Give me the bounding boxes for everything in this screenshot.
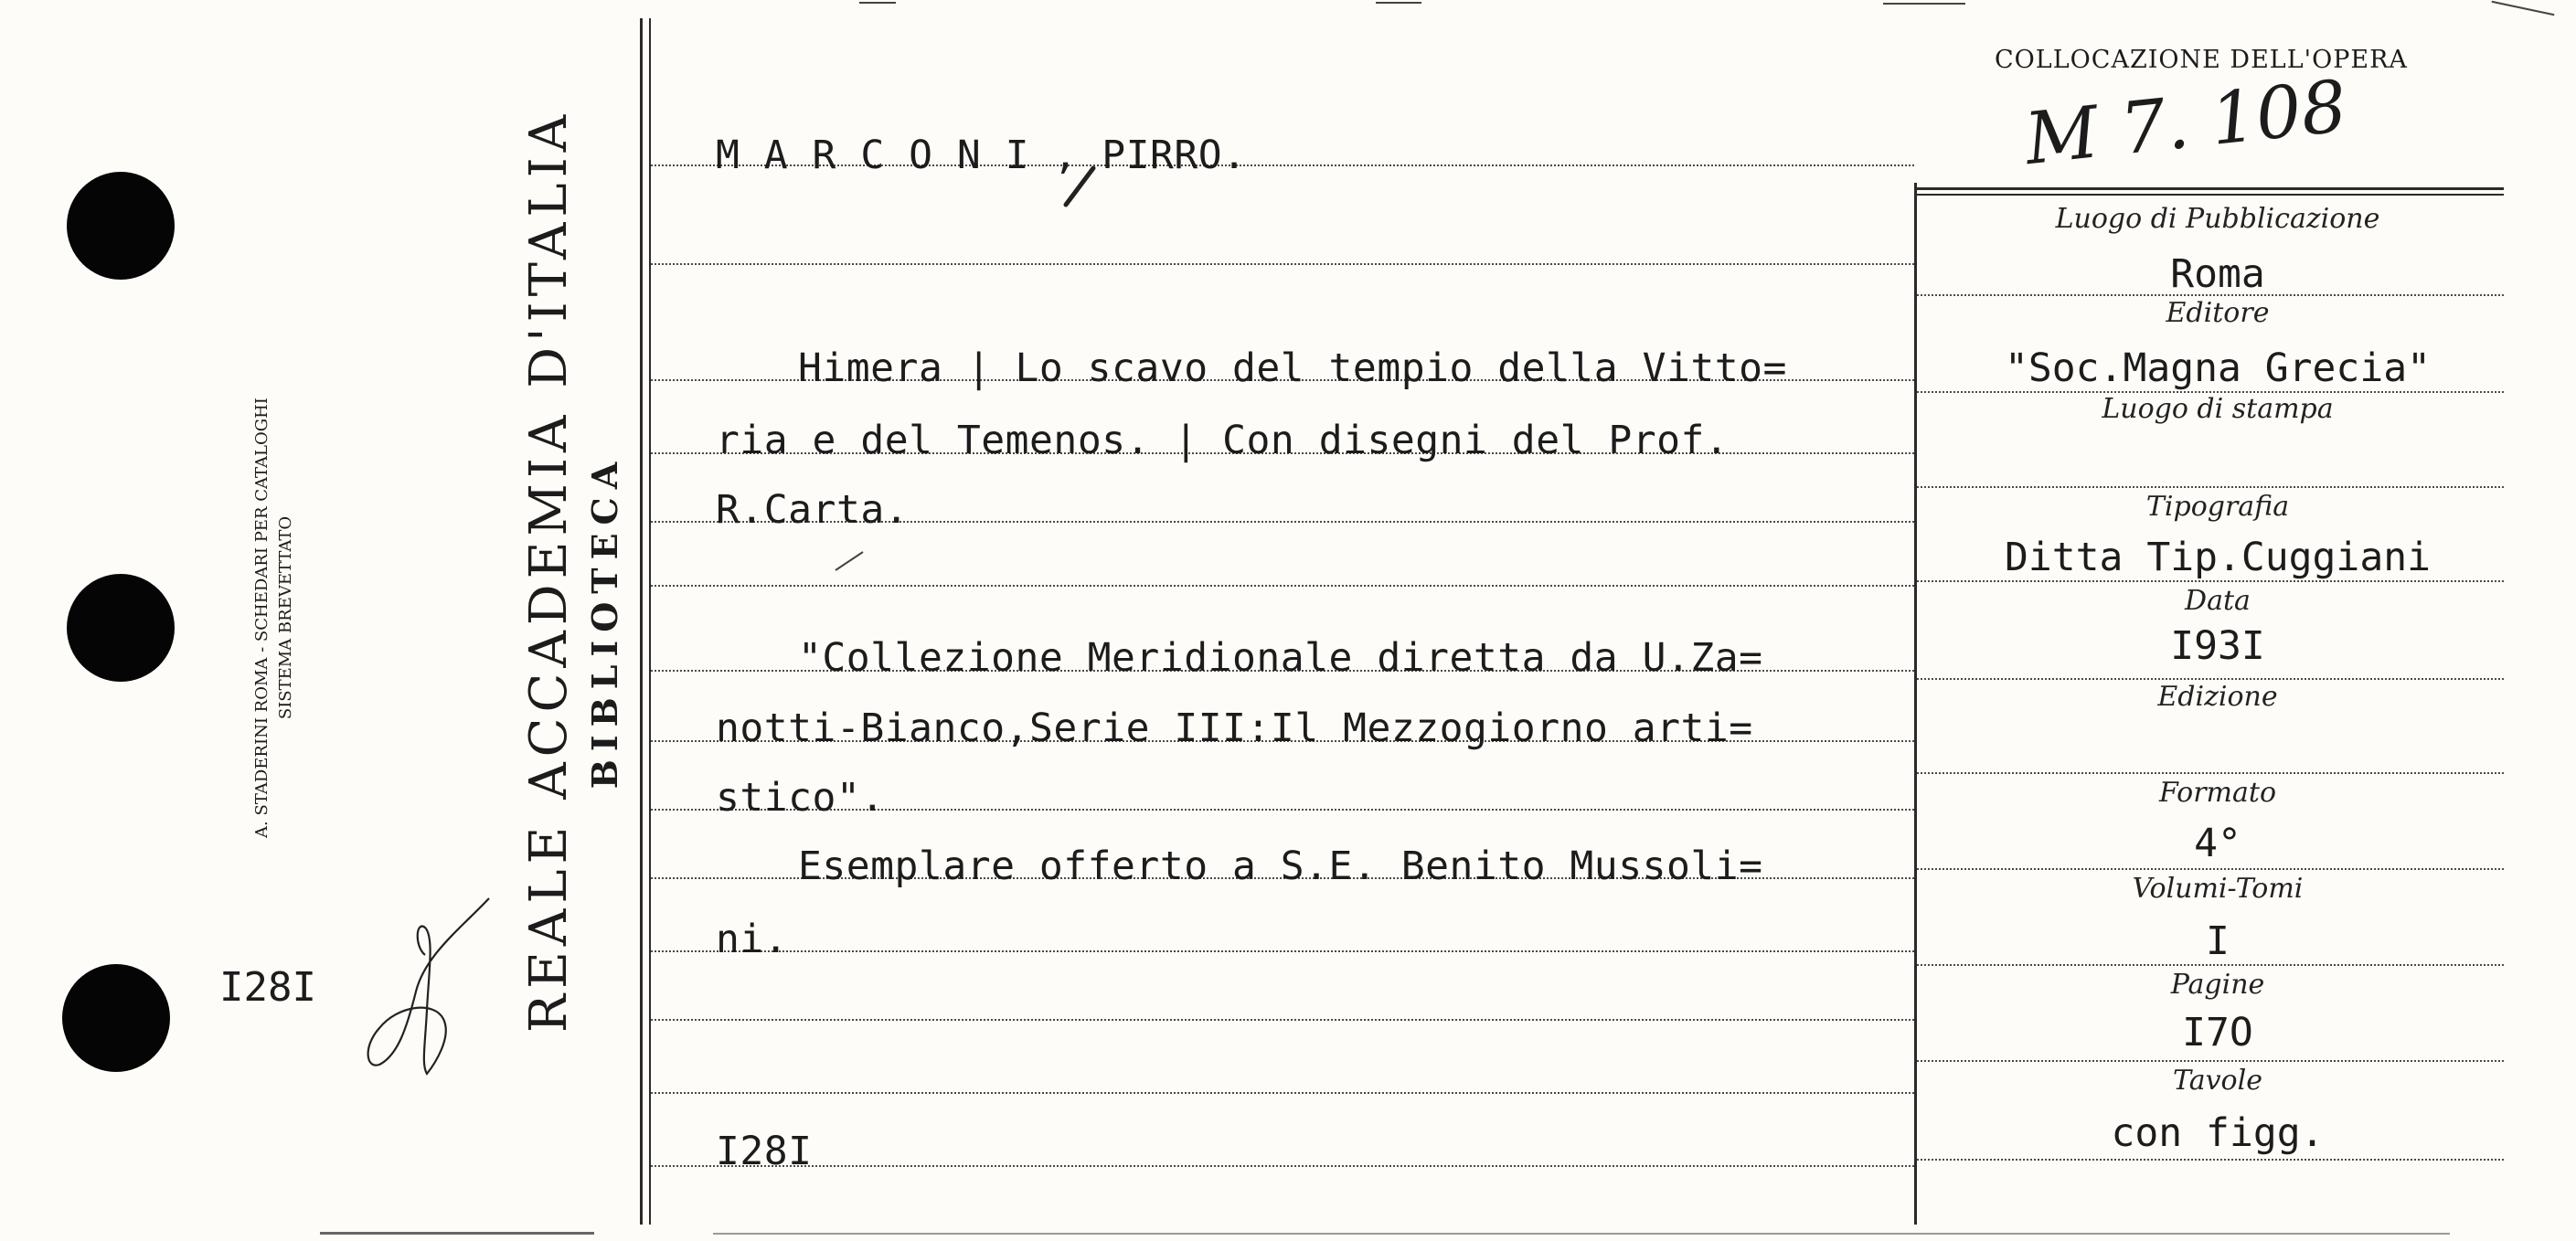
left-card-number: I28I — [219, 964, 316, 1011]
field-value-tipografia: Ditta Tip.Cuggiani — [2005, 535, 2431, 580]
field-value-formato: 4° — [2194, 821, 2241, 866]
pen-mark — [830, 548, 867, 576]
field-line — [1917, 486, 2504, 488]
field-label-luogo-stampa: Luogo di stampa — [2102, 393, 2334, 425]
entry-line: ni. — [716, 917, 789, 962]
field-value-luogo-pubblicazione: Roma — [2170, 251, 2265, 297]
field-label-editore: Editore — [2166, 297, 2270, 329]
entry-line: stico". — [716, 775, 885, 821]
ruled-line — [651, 585, 1914, 587]
field-line — [1917, 678, 2504, 680]
field-label-pagine: Pagine — [2170, 969, 2265, 1001]
vertical-rule-outer — [640, 18, 643, 1225]
entry-line: R.Carta. — [716, 487, 910, 533]
field-value-tavole: con figg. — [2111, 1110, 2325, 1156]
field-label-formato: Formato — [2158, 777, 2277, 809]
vertical-rule-inner — [649, 18, 651, 1225]
field-line — [1917, 964, 2504, 966]
field-label-luogo-pubblicazione: Luogo di Pubblicazione — [2055, 203, 2380, 235]
author-heading: M A R C O N I , PIRRO. — [716, 133, 1247, 178]
scan-artifact — [1376, 2, 1421, 4]
scan-artifact — [2492, 1, 2555, 16]
entry-line: ria e del Temenos. | Con disegni del Prof. — [716, 418, 1730, 463]
printer-imprint-line1: A. STADERINI ROMA - SCHEDARI PER CATALOGHI — [252, 398, 271, 838]
pen-mark — [1060, 164, 1097, 210]
scan-artifact — [713, 1233, 2450, 1235]
ruled-line — [651, 1165, 1914, 1167]
shelfmark-value: M 7. 108 — [2021, 65, 2351, 182]
field-label-tipografia: Tipografia — [2145, 491, 2290, 523]
field-label-volumi-tomi: Volumi-Tomi — [2132, 873, 2304, 905]
handwritten-signature — [361, 891, 498, 1083]
ruled-line — [651, 1019, 1914, 1021]
scan-artifact — [320, 1232, 594, 1235]
institution-department: BIBLIOTECA — [584, 453, 625, 790]
field-line — [1917, 1159, 2504, 1161]
fields-top-border-2 — [1914, 194, 2504, 196]
punch-hole-middle — [67, 574, 175, 682]
entry-line: Esemplare offerto a S.E. Benito Mussoli= — [798, 843, 1763, 889]
entry-line: "Collezione Meridionale diretta da U.Za= — [798, 635, 1763, 681]
field-line — [1917, 580, 2504, 582]
field-label-tavole: Tavole — [2173, 1065, 2262, 1097]
fields-column-border — [1914, 183, 1917, 1225]
field-label-edizione: Edizione — [2157, 681, 2278, 713]
field-line — [1917, 772, 2504, 774]
bottom-card-number: I28I — [716, 1129, 813, 1174]
entry-line: Himera | Lo scavo del tempio della Vitto= — [798, 345, 1787, 391]
ruled-line — [651, 950, 1914, 952]
field-line — [1917, 868, 2504, 870]
scan-artifact — [1883, 3, 1965, 5]
printer-imprint — [250, 270, 298, 965]
entry-line: notti-Bianco,Serie III:Il Mezzogiorno arti= — [716, 705, 1753, 751]
field-value-volumi-tomi: I — [2206, 918, 2230, 964]
punch-hole-top — [67, 172, 175, 280]
punch-hole-bottom — [62, 964, 170, 1072]
field-value-data: I93I — [2170, 623, 2265, 669]
field-line — [1917, 294, 2504, 296]
scan-artifact — [859, 2, 896, 4]
institution-name: REALE ACCADEMIA D'ITALIA — [519, 109, 579, 1034]
field-label-data: Data — [2185, 585, 2251, 617]
field-value-editore: "Soc.Magna Grecia" — [2005, 345, 2431, 391]
fields-top-border — [1914, 187, 2504, 190]
field-line — [1917, 1060, 2504, 1062]
printer-imprint-line2: SISTEMA BREVETTATO — [276, 515, 295, 720]
shelfmark-heading: COLLOCAZIONE DELL'OPERA — [1995, 46, 2408, 74]
ruled-line — [651, 1092, 1914, 1094]
field-value-pagine: I7O — [2182, 1010, 2253, 1055]
ruled-line — [651, 263, 1914, 265]
